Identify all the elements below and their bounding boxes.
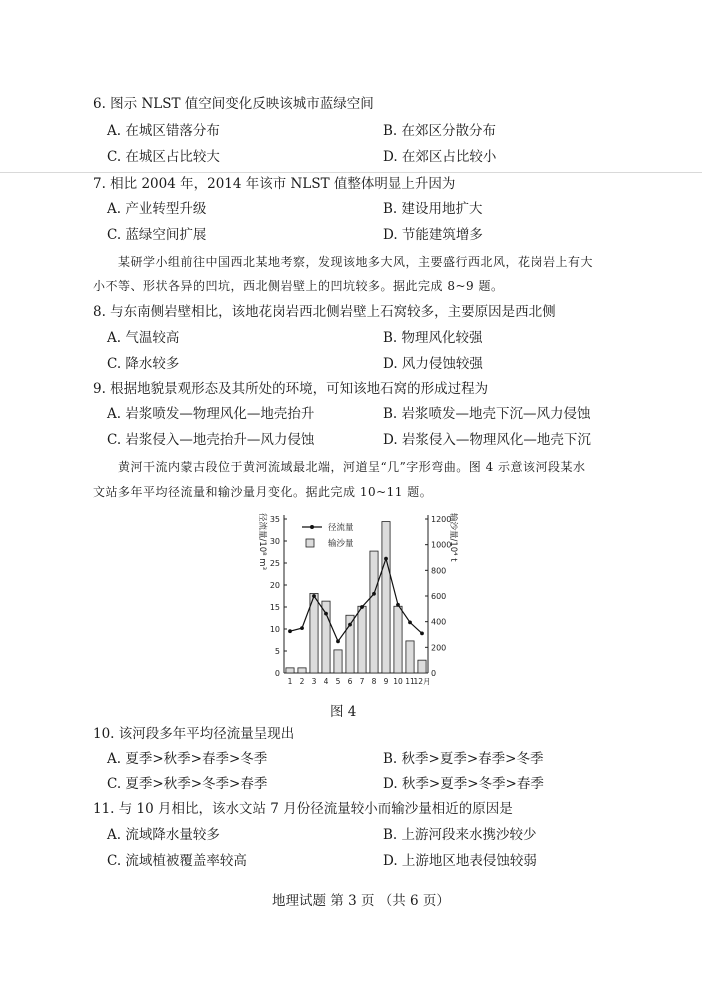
runoff-point	[372, 592, 376, 596]
sediment-bar	[334, 650, 342, 673]
q7-option-b: B. 建设用地扩大	[383, 201, 483, 217]
runoff-point	[420, 632, 424, 636]
x-tick-label: 6	[347, 677, 353, 686]
figure-caption: 图 4	[330, 704, 357, 720]
sediment-bar	[394, 606, 402, 673]
sediment-bar	[370, 551, 378, 673]
q11-option-a: A. 流域降水量较多	[107, 827, 220, 843]
q6-option-a: A. 在城区错落分布	[107, 123, 220, 139]
runoff-point	[336, 639, 340, 643]
x-tick-label: 8	[371, 677, 377, 686]
sediment-bar	[286, 668, 294, 673]
runoff-point	[324, 612, 328, 616]
q8-option-d: D. 风力侵蚀较强	[383, 356, 483, 372]
legend-bar-swatch	[306, 539, 314, 547]
legend-label-sediment: 输沙量	[328, 539, 354, 549]
right-tick-label: 800	[431, 566, 447, 576]
q10-option-a: A. 夏季>秋季>春季>冬季	[107, 751, 268, 767]
q8-stem: 8. 与东南侧岩壁相比，该地花岗岩西北侧岩壁上石窝较多，主要原因是西北侧	[93, 304, 556, 320]
x-tick-label: 1	[287, 677, 293, 686]
sediment-bar	[358, 606, 366, 673]
left-tick-label: 25	[269, 559, 280, 568]
x-tick-label: 7	[359, 677, 365, 686]
runoff-point	[408, 621, 412, 625]
x-tick-label: 5	[335, 677, 341, 686]
sediment-bar	[418, 660, 426, 673]
left-axis-label: 径流量/10⁸ m³	[257, 513, 267, 570]
sediment-bar	[382, 522, 390, 673]
q9-stem: 9. 根据地貌景观形态及其所处的环境，可知该地石窝的形成过程为	[93, 381, 489, 397]
right-tick-label: 0	[431, 669, 437, 678]
right-tick-label: 200	[431, 643, 447, 653]
x-tick-label: 12月	[413, 677, 431, 686]
q11-option-c: C. 流域植被覆盖率较高	[107, 853, 247, 869]
right-tick-label: 600	[431, 592, 447, 601]
x-tick-label: 3	[311, 677, 317, 686]
q10-option-d: D. 秋季>夏季>冬季>春季	[383, 776, 544, 792]
sediment-bar	[406, 641, 414, 673]
q8-option-b: B. 物理风化较强	[383, 330, 483, 346]
runoff-point	[360, 605, 364, 609]
x-tick-label: 10	[393, 677, 403, 686]
q11-stem: 11. 与 10 月相比，该水文站 7 月份径流量较小而输沙量相近的原因是	[93, 801, 513, 817]
material-2-line-1: 黄河干流内蒙古段位于黄河流域最北端，河道呈“几”字形弯曲。图 4 示意该河段某水	[118, 460, 586, 474]
left-tick-label: 30	[269, 537, 280, 546]
q10-option-c: C. 夏季>秋季>冬季>春季	[107, 776, 268, 792]
q7-option-d: D. 节能建筑增多	[383, 227, 483, 243]
material-1-line-2: 小不等、形状各异的凹坑，西北侧岩壁上的凹坑较多。据此完成 8~9 题。	[93, 279, 504, 293]
left-tick-label: 0	[274, 669, 280, 678]
runoff-point	[348, 623, 352, 627]
material-1-line-1: 某研学小组前往中国西北某地考察，发现该地多大风，主要盛行西北风，花岗岩上有大	[118, 255, 594, 269]
left-tick-label: 5	[274, 647, 280, 656]
q8-option-c: C. 降水较多	[107, 356, 180, 372]
legend-line-marker	[310, 525, 314, 529]
runoff-point	[384, 557, 388, 561]
q10-option-b: B. 秋季>夏季>春季>冬季	[383, 751, 544, 767]
q9-option-b: B. 岩浆喷发—地壳下沉—风力侵蚀	[383, 406, 591, 422]
q7-stem: 7. 相比 2004 年，2014 年该市 NLST 值整体明显上升因为	[93, 176, 456, 192]
q7-option-c: C. 蓝绿空间扩展	[107, 227, 207, 243]
runoff-point	[288, 629, 292, 633]
runoff-sediment-chart	[238, 505, 458, 700]
right-tick-label: 1200	[431, 515, 452, 524]
sediment-bar	[298, 668, 306, 673]
left-tick-label: 20	[269, 581, 280, 590]
left-tick-label: 15	[269, 603, 280, 612]
right-axis-label: 输沙量/10⁴ t	[448, 513, 458, 562]
q6-stem: 6. 图示 NLST 值空间变化反映该城市蓝绿空间	[93, 96, 374, 112]
q7-option-a: A. 产业转型升级	[107, 201, 207, 217]
x-tick-label: 2	[299, 677, 305, 686]
paper-fold-line	[0, 172, 702, 173]
right-tick-label: 1000	[431, 540, 452, 550]
q9-option-a: A. 岩浆喷发—物理风化—地壳抬升	[107, 406, 315, 422]
x-tick-label: 4	[323, 677, 329, 686]
x-tick-label: 9	[383, 677, 389, 686]
q9-option-d: D. 岩浆侵入—物理风化—地壳下沉	[383, 432, 591, 448]
q6-option-b: B. 在郊区分散分布	[383, 123, 497, 139]
q6-option-d: D. 在郊区占比较小	[383, 149, 497, 165]
runoff-point	[312, 594, 316, 598]
x-tick-label: 11	[405, 677, 415, 686]
material-2-line-2: 文站多年平均径流量和输沙量月变化。据此完成 10~11 题。	[93, 485, 433, 499]
q6-option-c: C. 在城区占比较大	[107, 149, 220, 165]
left-tick-label: 35	[269, 515, 280, 524]
q11-option-b: B. 上游河段来水携沙较少	[383, 827, 537, 843]
left-tick-label: 10	[269, 625, 280, 634]
legend-label-runoff: 径流量	[328, 523, 354, 533]
right-tick-label: 400	[431, 617, 447, 627]
runoff-point	[396, 603, 400, 607]
page-footer: 地理试题 第 3 页 （共 6 页）	[272, 893, 450, 909]
runoff-point	[300, 626, 304, 630]
q8-option-a: A. 气温较高	[107, 330, 180, 346]
q11-option-d: D. 上游地区地表侵蚀较弱	[383, 853, 537, 869]
q9-option-c: C. 岩浆侵入—地壳抬升—风力侵蚀	[107, 432, 315, 448]
q10-stem: 10. 该河段多年平均径流量呈现出	[93, 726, 295, 742]
sediment-bar	[310, 593, 318, 673]
